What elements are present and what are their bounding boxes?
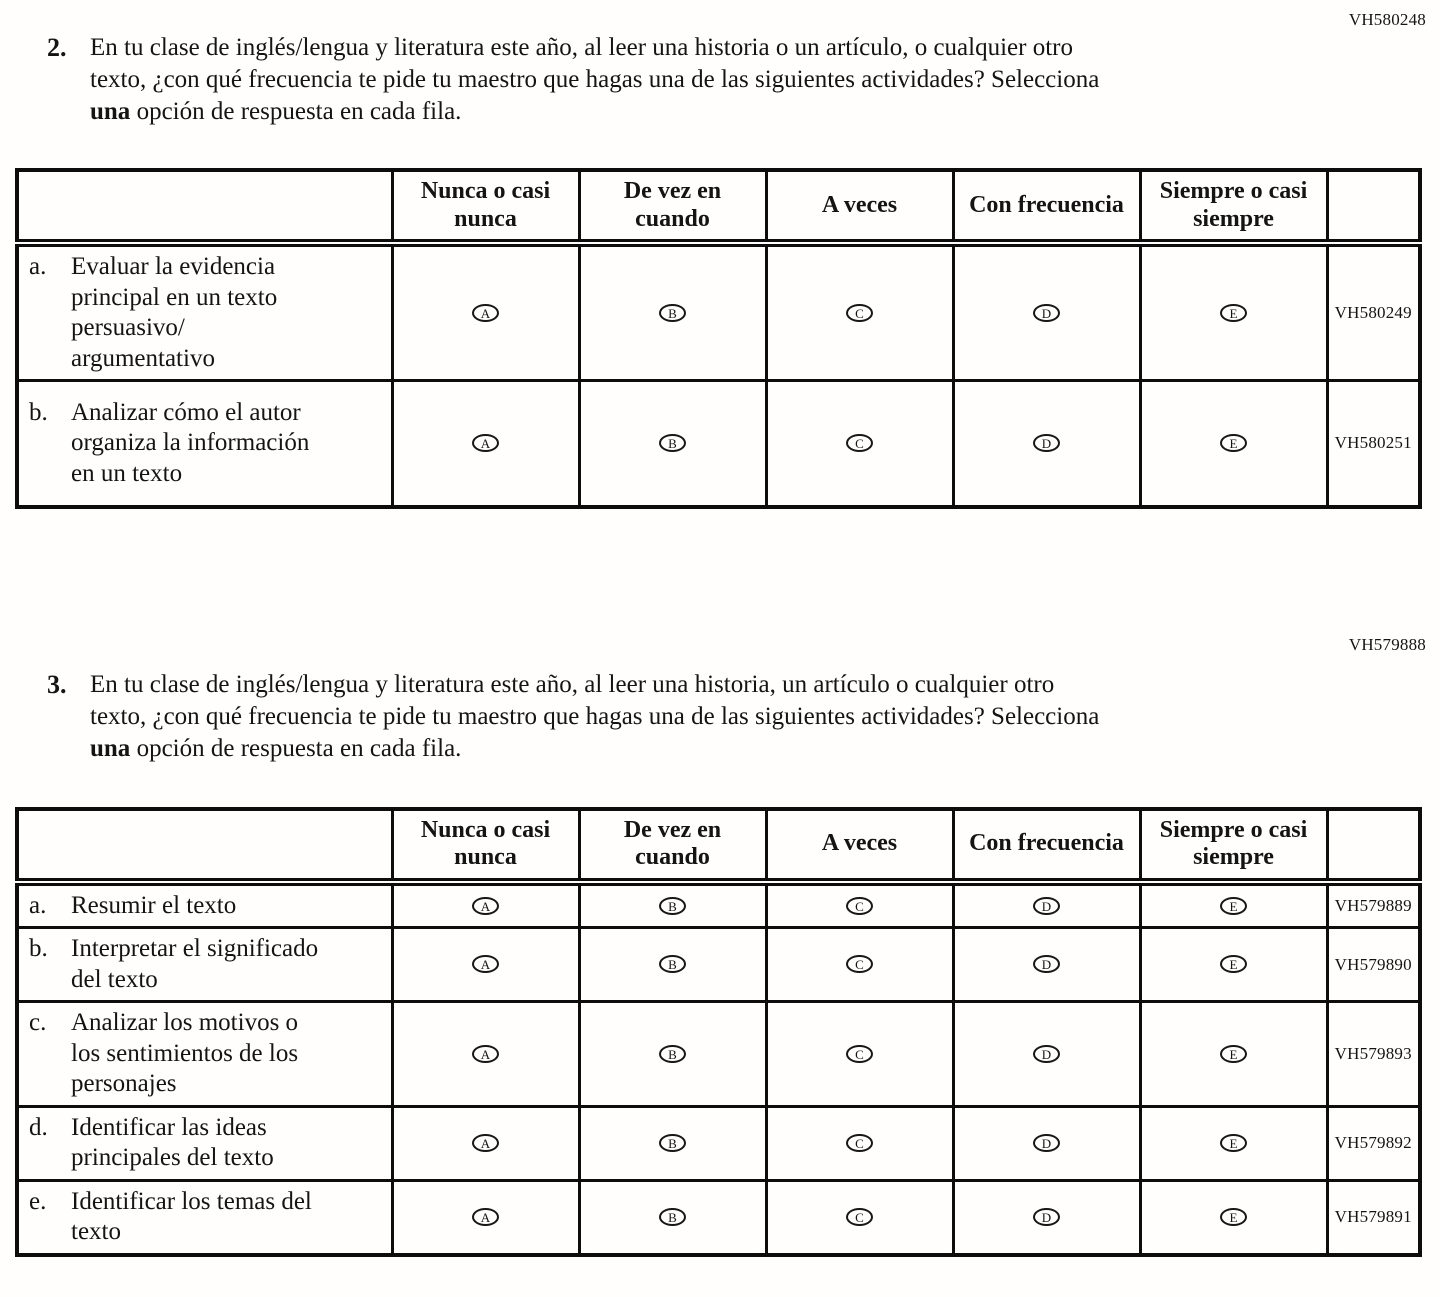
q3-row-d-bubble-b[interactable]: B <box>659 1134 686 1152</box>
q3-row-e-bubble-c[interactable]: C <box>846 1208 873 1226</box>
question-3-text-post: opción de respuesta en cada fila. <box>130 734 462 762</box>
q3-row-a-bubble-e[interactable]: E <box>1220 897 1247 915</box>
q3-row-a-bubble-c[interactable]: C <box>846 897 873 915</box>
q3-row-a <box>17 882 1420 928</box>
q2-row-b-letter: b. <box>29 398 48 426</box>
q3-header-code-cell <box>1327 809 1420 882</box>
question-2-text-post: opción de respuesta en cada fila. <box>130 98 462 125</box>
question-3-section <box>0 635 1440 1257</box>
q3-row-b-option-cell-d <box>953 928 1140 1002</box>
q2-header-frequently: Con frecuencia <box>953 170 1140 243</box>
q2-row-b-option-cell-b <box>579 381 766 507</box>
q2-row-b <box>17 381 1420 507</box>
q3-row-c <box>17 1002 1420 1107</box>
q3-row-c-option-cell-b <box>579 1002 766 1107</box>
q3-row-d-bubble-d[interactable]: D <box>1033 1134 1060 1152</box>
q3-row-c-bubble-d[interactable]: D <box>1033 1045 1060 1063</box>
q3-row-a-option-cell-c <box>766 882 953 928</box>
q3-row-e-option-cell-a <box>392 1180 579 1255</box>
q3-row-e-bubble-a[interactable]: A <box>472 1208 499 1226</box>
q3-row-c-option-cell-c <box>766 1002 953 1107</box>
question-2-stem <box>47 32 1440 128</box>
q3-row-c-option-cell-d <box>953 1002 1140 1107</box>
question-3-code: VH579888 <box>1348 634 1426 654</box>
q2-row-b-option-cell-e <box>1140 381 1327 507</box>
q3-row-c-letter: c. <box>29 1009 47 1037</box>
q2-row-a-option-cell-b <box>579 243 766 381</box>
q3-row-e-bubble-e[interactable]: E <box>1220 1208 1247 1226</box>
q3-row-c-option-cell-e <box>1140 1002 1327 1107</box>
q2-row-a-label: Evaluar la evidencia principal en un texto persuasivo/ argumentativo <box>71 253 278 372</box>
q3-row-d <box>17 1106 1420 1180</box>
q3-header-row <box>17 809 1420 882</box>
q2-row-b-option-cell-a <box>392 381 579 507</box>
q3-row-e-option-cell-d <box>953 1180 1140 1255</box>
q3-header-frequently: Con frecuencia <box>953 809 1140 882</box>
question-2-text-bold: una <box>90 98 131 125</box>
question-3-table <box>15 807 1422 1257</box>
q2-header-code-cell <box>1327 170 1420 243</box>
q3-row-d-option-cell-d <box>953 1106 1140 1180</box>
q3-row-a-letter: a. <box>29 891 47 919</box>
q2-row-a-option-cell-c <box>766 243 953 381</box>
q3-row-d-label: Identificar las ideas principales del texto <box>71 1113 274 1172</box>
q3-row-c-code: VH579893 <box>1327 1002 1420 1107</box>
q2-row-a-code: VH580249 <box>1327 243 1420 381</box>
q3-row-d-option-cell-e <box>1140 1106 1327 1180</box>
q3-row-c-label: Analizar los motivos o los sentimientos de los personajes <box>71 1009 299 1098</box>
question-3-stem <box>47 669 1440 765</box>
q2-row-b-code: VH580251 <box>1327 381 1420 507</box>
q3-row-d-bubble-a[interactable]: A <box>472 1134 499 1152</box>
q2-row-b-bubble-b[interactable]: B <box>659 434 686 452</box>
q2-row-b-bubble-d[interactable]: D <box>1033 434 1060 452</box>
q3-row-c-bubble-b[interactable]: B <box>659 1045 686 1063</box>
q3-row-d-code: VH579892 <box>1327 1106 1420 1180</box>
q2-row-a-bubble-a[interactable]: A <box>472 304 499 322</box>
q2-header-row <box>17 170 1420 243</box>
q3-row-b-label-cell <box>17 928 392 1002</box>
q3-header-never: Nunca o casi nunca <box>392 809 579 882</box>
q3-row-a-option-cell-b <box>579 882 766 928</box>
q3-row-b-option-cell-e <box>1140 928 1327 1002</box>
q3-row-b-bubble-e[interactable]: E <box>1220 955 1247 973</box>
q2-row-a-bubble-e[interactable]: E <box>1220 304 1247 322</box>
q2-header-sometimes: A veces <box>766 170 953 243</box>
q3-row-d-letter: d. <box>29 1113 48 1141</box>
q3-row-a-label: Resumir el texto <box>71 891 237 919</box>
q2-row-a-option-cell-a <box>392 243 579 381</box>
question-2-table <box>15 168 1422 509</box>
q3-row-d-option-cell-a <box>392 1106 579 1180</box>
q2-row-b-option-cell-c <box>766 381 953 507</box>
q2-row-b-option-cell-d <box>953 381 1140 507</box>
q2-row-a-letter: a. <box>29 253 47 281</box>
q3-row-b-option-cell-c <box>766 928 953 1002</box>
q2-row-b-bubble-e[interactable]: E <box>1220 434 1247 452</box>
q2-row-a-label-cell <box>17 243 392 381</box>
q3-row-b-code: VH579890 <box>1327 928 1420 1002</box>
question-2-number: 2. <box>47 33 67 62</box>
q3-row-d-label-cell <box>17 1106 392 1180</box>
q3-row-a-code: VH579889 <box>1327 882 1420 928</box>
q3-row-c-bubble-a[interactable]: A <box>472 1045 499 1063</box>
q3-row-b-option-cell-a <box>392 928 579 1002</box>
q2-row-a-option-cell-e <box>1140 243 1327 381</box>
q3-row-d-option-cell-c <box>766 1106 953 1180</box>
q3-row-b-label: Interpretar el significado del texto <box>71 935 319 993</box>
q3-row-b-bubble-c[interactable]: C <box>846 955 873 973</box>
q3-row-e-option-cell-e <box>1140 1180 1327 1255</box>
q3-row-e-code: VH579891 <box>1327 1180 1420 1255</box>
q2-row-b-bubble-c[interactable]: C <box>846 434 873 452</box>
q3-row-c-bubble-c[interactable]: C <box>846 1045 873 1063</box>
question-2-text <box>90 32 1110 128</box>
q3-header-sometimes: A veces <box>766 809 953 882</box>
q2-row-b-bubble-a[interactable]: A <box>472 434 499 452</box>
q3-row-b <box>17 928 1420 1002</box>
q2-header-once-in-a-while: De vez en cuando <box>579 170 766 243</box>
question-2-section <box>0 0 1440 509</box>
q3-row-d-bubble-e[interactable]: E <box>1220 1134 1247 1152</box>
question-3-number: 3. <box>47 669 67 699</box>
q2-header-blank-cell <box>17 170 392 243</box>
question-3-text-pre: En tu clase de inglés/lengua y literatura este año, al leer una historia, un artículo o cualquier otro texto, ¿con qué frecuencia te pide tu maestro que hagas una de las siguientes actividades? Selecciona <box>90 670 1100 730</box>
q3-header-always: Siempre o casi siempre <box>1140 809 1327 882</box>
q3-row-e-label: Identificar los temas del texto <box>71 1187 312 1246</box>
q2-row-a-bubble-b[interactable]: B <box>659 304 686 322</box>
q3-row-a-bubble-d[interactable]: D <box>1033 897 1060 915</box>
q3-row-e-option-cell-b <box>579 1180 766 1255</box>
q3-row-e-option-cell-c <box>766 1180 953 1255</box>
q3-row-a-bubble-a[interactable]: A <box>472 897 499 915</box>
q2-row-a-bubble-c[interactable]: C <box>846 304 873 322</box>
q2-row-b-label-cell <box>17 381 392 507</box>
question-2-text-pre: En tu clase de inglés/lengua y literatura este año, al leer una historia o un artículo, o cualquier otro texto, ¿con qué frecuencia te pide tu maestro que hagas una de las siguientes actividades? Selecciona <box>90 34 1100 93</box>
question-2-code: VH580248 <box>1348 10 1426 29</box>
q3-row-e <box>17 1180 1420 1255</box>
q3-row-d-bubble-c[interactable]: C <box>846 1134 873 1152</box>
q3-row-e-bubble-d[interactable]: D <box>1033 1208 1060 1226</box>
question-3-text-bold: una <box>90 734 131 762</box>
q2-row-a-option-cell-d <box>953 243 1140 381</box>
question-3-text <box>90 669 1110 765</box>
q3-row-a-option-cell-e <box>1140 882 1327 928</box>
q3-row-a-option-cell-a <box>392 882 579 928</box>
q3-row-c-label-cell <box>17 1002 392 1107</box>
q3-row-b-bubble-b[interactable]: B <box>659 955 686 973</box>
q2-header-never: Nunca o casi nunca <box>392 170 579 243</box>
q3-row-a-option-cell-d <box>953 882 1140 928</box>
q2-row-a <box>17 243 1420 381</box>
q3-row-b-bubble-a[interactable]: A <box>472 955 499 973</box>
q3-header-once-in-a-while: De vez en cuando <box>579 809 766 882</box>
q3-row-b-option-cell-b <box>579 928 766 1002</box>
q2-row-b-label: Analizar cómo el autor organiza la información en un texto <box>71 398 310 487</box>
q3-row-b-letter: b. <box>29 935 48 963</box>
q3-row-e-label-cell <box>17 1180 392 1255</box>
q2-header-always: Siempre o casi siempre <box>1140 170 1327 243</box>
q3-row-e-bubble-b[interactable]: B <box>659 1208 686 1226</box>
q2-row-a-bubble-d[interactable]: D <box>1033 304 1060 322</box>
q3-row-c-option-cell-a <box>392 1002 579 1107</box>
q3-row-a-label-cell <box>17 882 392 928</box>
q3-row-b-bubble-d[interactable]: D <box>1033 955 1060 973</box>
q3-header-blank-cell <box>17 809 392 882</box>
q3-row-e-letter: e. <box>29 1187 47 1215</box>
q3-row-d-option-cell-b <box>579 1106 766 1180</box>
q3-row-c-bubble-e[interactable]: E <box>1220 1045 1247 1063</box>
q3-row-a-bubble-b[interactable]: B <box>659 897 686 915</box>
